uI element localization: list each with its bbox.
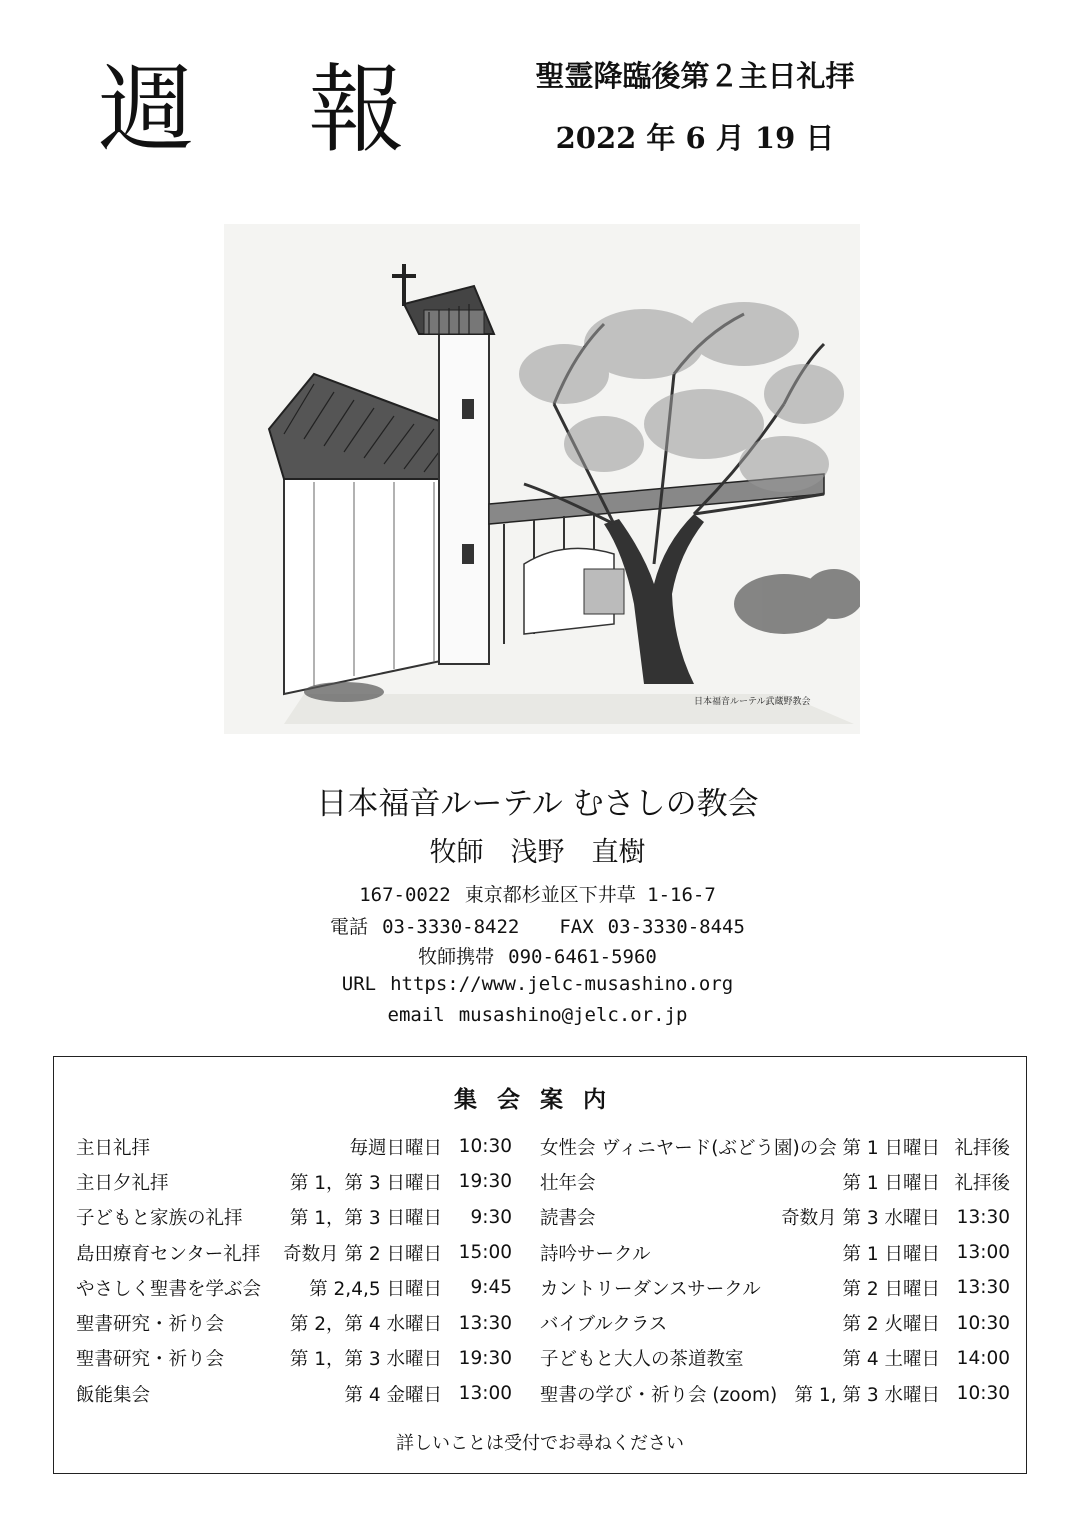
meeting-when: 第 4 金曜日 [344, 1384, 442, 1406]
meeting-when: 第 1，第 3 日曜日 [289, 1208, 442, 1230]
meeting-when: 第 1 日曜日 [842, 1172, 940, 1194]
meeting-when: 第 2,4,5 日曜日 [309, 1278, 442, 1300]
meeting-row [540, 1376, 1010, 1411]
meeting-name: 読書会 [540, 1208, 596, 1230]
meeting-name: 女性会 ヴィニヤード(ぶどう園)の会 [540, 1137, 837, 1159]
meeting-row [540, 1164, 1010, 1199]
fax-number: 03-3330-8445 [607, 916, 745, 938]
meetings-title: 集会案内 [454, 1087, 626, 1113]
meeting-time: 13:30 [956, 1206, 1010, 1228]
bulletin-title: 週 報 [98, 54, 447, 166]
meeting-time: 19:30 [458, 1347, 512, 1369]
meeting-when: 第 2 日曜日 [842, 1278, 940, 1300]
meetings-footnote: 詳しいことは受付でお尋ねください [396, 1433, 684, 1454]
meeting-row [76, 1164, 512, 1199]
url-line [0, 973, 1075, 995]
meeting-when: 第 4 土曜日 [842, 1349, 940, 1371]
meeting-name: 子どもと家族の礼拝 [76, 1208, 243, 1230]
meeting-name: 飯能集会 [76, 1384, 151, 1406]
pastor-name: 牧師 浅野 直樹 [429, 837, 646, 868]
meeting-when: 第 1 日曜日 [842, 1243, 940, 1265]
meeting-when: 奇数月 第 2 日曜日 [283, 1243, 442, 1265]
meeting-time: 19:30 [458, 1171, 512, 1193]
meeting-row [76, 1129, 512, 1164]
meeting-name: 主日夕礼拝 [76, 1172, 169, 1194]
church-name: 日本福音ルーテル むさしの教会 [316, 786, 759, 822]
meeting-name: 聖書研究・祈り会 [76, 1314, 225, 1336]
meeting-time: 10:30 [956, 1383, 1010, 1405]
phone-fax-line [0, 912, 1075, 939]
fax-label: FAX [559, 916, 594, 938]
meeting-row [540, 1305, 1010, 1340]
url-link[interactable]: https://www.jelc-musashino.org [390, 973, 734, 995]
meeting-row [540, 1341, 1010, 1376]
meeting-row [540, 1270, 1010, 1305]
meeting-name: バイブルクラス [540, 1314, 668, 1336]
meeting-when: 第 1，第 3 日曜日 [289, 1172, 442, 1194]
service-name: 聖霊降臨後第２主日礼拝 [535, 59, 855, 93]
meetings-right-column [540, 1129, 1010, 1411]
meetings-box [53, 1056, 1027, 1474]
meeting-row [76, 1200, 512, 1235]
meeting-time: 15:00 [458, 1242, 512, 1264]
service-date: 2022 年 6 月 19 日 [555, 121, 835, 155]
meeting-row [76, 1235, 512, 1270]
tel-label: 電話 [330, 916, 369, 938]
mobile-line [0, 942, 1075, 969]
meeting-time: 14:00 [956, 1347, 1010, 1369]
meeting-when: 第 1, 第 3 水曜日 [794, 1384, 940, 1406]
meeting-row [76, 1376, 512, 1411]
meeting-name: カントリーダンスサークル [540, 1278, 761, 1300]
meeting-name: 聖書の学び・祈り会 (zoom) [540, 1384, 778, 1406]
mobile-number: 090-6461-5960 [508, 946, 657, 968]
meeting-time: 9:30 [470, 1206, 512, 1228]
meeting-name: 聖書研究・祈り会 [76, 1349, 225, 1371]
mobile-label: 牧師携帯 [418, 946, 495, 968]
meeting-row [540, 1129, 1010, 1164]
meeting-when: 第 2 火曜日 [842, 1314, 940, 1336]
address-line [0, 880, 1075, 907]
meeting-time: 13:30 [956, 1277, 1010, 1299]
meeting-when: 第 1 日曜日 [842, 1137, 940, 1159]
meetings-left-column [76, 1129, 512, 1411]
meeting-name: 島田療育センター礼拝 [76, 1243, 261, 1265]
meeting-when: 第 2，第 4 水曜日 [289, 1314, 442, 1336]
postal-code: 167-0022 [359, 884, 451, 906]
church-sketch [224, 224, 860, 734]
meeting-name: やさしく聖書を学ぶ会 [76, 1278, 262, 1300]
meeting-row [76, 1341, 512, 1376]
illustration-caption: 日本福音ルーテル武蔵野教会 [694, 697, 811, 707]
url-label: URL [341, 973, 377, 995]
meeting-time: 礼拝後 [954, 1172, 1010, 1194]
meeting-time: 10:30 [956, 1312, 1010, 1334]
meeting-row [76, 1305, 512, 1340]
tel-number: 03-3330-8422 [382, 916, 520, 938]
meeting-row [76, 1270, 512, 1305]
email-line [0, 1004, 1075, 1026]
email-label: email [387, 1004, 445, 1026]
meeting-when: 第 1，第 3 水曜日 [289, 1349, 442, 1371]
meeting-row [540, 1200, 1010, 1235]
street-address: 東京都杉並区下井草 1-16-7 [464, 884, 716, 906]
meeting-name: 子どもと大人の茶道教室 [540, 1349, 744, 1371]
meeting-name: 詩吟サークル [540, 1243, 651, 1265]
meeting-time: 13:30 [458, 1312, 512, 1334]
meeting-name: 主日礼拝 [76, 1137, 151, 1159]
church-illustration [224, 224, 860, 734]
meeting-time: 10:30 [458, 1136, 512, 1158]
meeting-name: 壮年会 [540, 1172, 596, 1194]
meeting-when: 奇数月 第 3 水曜日 [781, 1208, 940, 1230]
meeting-when: 毎週日曜日 [349, 1137, 442, 1159]
meeting-time: 9:45 [470, 1277, 512, 1299]
meeting-time: 礼拝後 [954, 1137, 1010, 1159]
meeting-row [540, 1235, 1010, 1270]
meeting-time: 13:00 [458, 1383, 512, 1405]
email-link[interactable]: musashino@jelc.or.jp [458, 1004, 688, 1026]
meeting-time: 13:00 [956, 1242, 1010, 1264]
